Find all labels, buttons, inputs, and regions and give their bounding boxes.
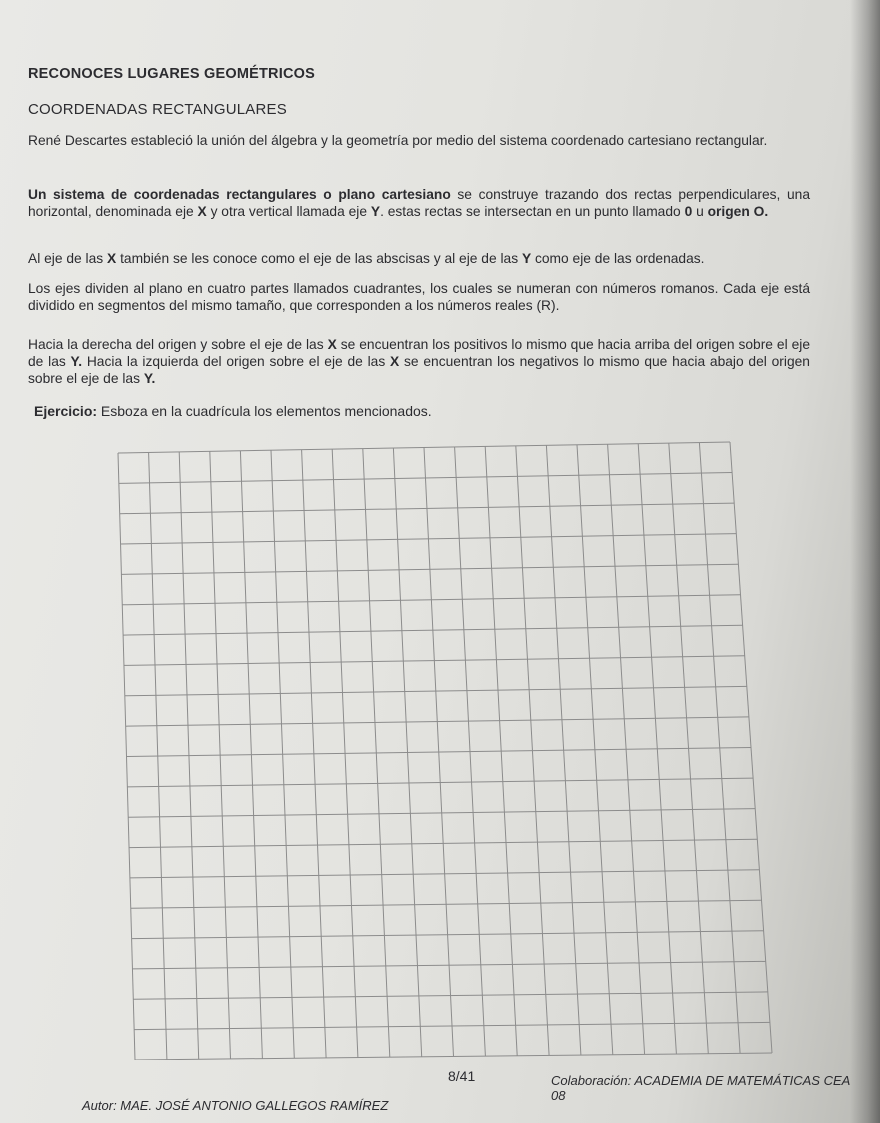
exercise-instruction: Ejercicio: Esboza en la cuadrícula los elementos mencionados. — [34, 403, 432, 419]
paragraph-axes-names: Al eje de las X también se les conoce como el eje de las abscisas y al eje de las Y como eje de las ordenadas. — [28, 251, 705, 266]
paragraph-definition: Un sistema de coordenadas rectangulares o plano cartesiano se construye trazando dos rectas perpendiculares, una horizontal, denominada eje X y otra vertical llamada eje Y. estas rectas se intersectan en un punto llamado 0 u origen O. — [28, 187, 811, 219]
section-subtitle: COORDENADAS RECTANGULARES — [28, 101, 287, 118]
grid-lines — [115, 440, 775, 1060]
paragraph-descartes: René Descartes estableció la unión del álgebra y la geometría por medio del sistema coordenado cartesiano rectangular. — [28, 133, 768, 148]
paragraph-signs: Hacia la derecha del origen y sobre el eje de las X se encuentran los positivos lo mismo que hacia arriba del origen sobre el eje de las Y. Hacia la izquierda del origen sobre el eje de las X se encuentran los negativos lo mismo que hacia abajo del origen sobre el eje de las Y. — [28, 337, 810, 386]
footer-collaboration: Colaboración: ACADEMIA DE MATEMÁTICAS CEA 08 — [551, 1073, 850, 1103]
page-title: RECONOCES LUGARES GEOMÉTRICOS — [28, 66, 315, 82]
paragraph-quadrants: Los ejes dividen al plano en cuatro partes llamados cuadrantes, los cuales se numeran con números romanos. Cada eje está dividido en segmentos del mismo tamaño, que corresponden a los números reales (R). — [28, 281, 810, 313]
exercise-label: Ejercicio: — [34, 403, 98, 419]
definition-term: Un sistema de coordenadas rectangulares o plano cartesiano — [28, 187, 451, 202]
page-number: 8/41 — [448, 1068, 476, 1084]
footer-author: Autor: MAE. JOSÉ ANTONIO GALLEGOS RAMÍREZ — [82, 1098, 389, 1113]
page-edge-shadow — [850, 0, 880, 1123]
drawing-grid[interactable] — [115, 440, 775, 1060]
